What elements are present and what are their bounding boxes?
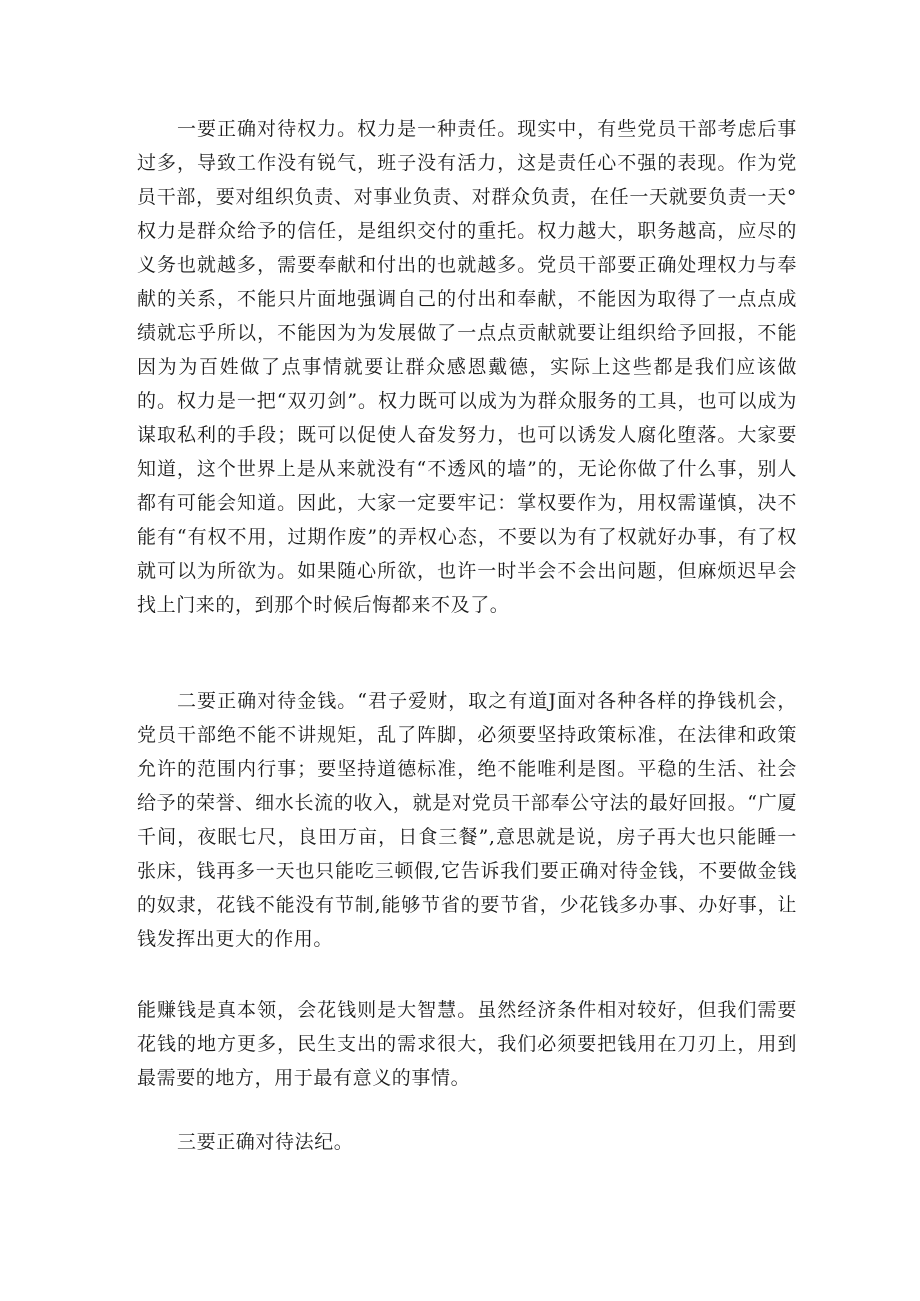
paragraph-money: 二要正确对待金钱。“君子爱财，取之有道J面对各种各样的挣钱机会，党员干部绝不能不讲规矩，乱了阵脚，必须要坚持政策标准，在法律和政策允许的范围内行事；要坚持道德标准，绝不能唯利是图。平稳的生活、社会给予的荣誉、细水长流的收入，就是对党员干部奉公守法的最好回报。“广厦千间，夜眠七尺，良田万亩，日食三餐”,意思就是说，房子再大也只能睡一张床，钱再多一天也只能吃三顿假,它告诉我们要正确对待金钱，不要做金钱的奴隶，花钱不能没有节制,能够节省的要节省，少花钱多办事、办好事，让钱发挥出更大的作用。 <box>137 690 797 950</box>
paragraph-spending-wisdom: 能赚钱是真本领，会花钱则是大智慧。虽然经济条件相对较好，但我们需要花钱的地方更多，民生支出的需求很大，我们必须要把钱用在刀刃上，用到最需要的地方，用于最有意义的事情。 <box>137 999 797 1089</box>
paragraph-discipline: 三要正确对待法纪。 <box>177 1131 354 1153</box>
paragraph-power: 一要正确对待权力。权力是一种责任。现实中，有些党员干部考虑后事过多，导致工作没有锐气，班子没有活力，这是责任心不强的表现。作为党员干部，要对组织负责、对事业负责、对群众负责，在任一天就要负责一天°权力是群众给予的信任，是组织交付的重托。权力越大，职务越高，应尽的义务也就越多，需要奉献和付出的也就越多。党员干部要正确处理权力与奉献的关系，不能只片面地强调自己的付出和奉献，不能因为取得了一点点成绩就忘乎所以，不能因为为发展做了一点点贡献就要让组织给予回报，不能因为为百姓做了点事情就要让群众感恩戴德，实际上这些都是我们应该做的。权力是一把“双刃剑”。权力既可以成为为群众服务的工具，也可以成为谋取私利的手段；既可以促使人奋发努力，也可以诱发人腐化堕落。大家要知道，这个世界上是从来就没有“不透风的墙”的，无论你做了什么事，别人都有可能会知道。因此，大家一定要牢记：掌权要作为，用权需谨慎，决不能有“有权不用，过期作废”的弄权心态，不要以为有了权就好办事，有了权就可以为所欲为。如果随心所欲，也许一时半会不会出问题，但麻烦迟早会找上门来的，到那个时候后悔都来不及了。 <box>137 118 797 616</box>
